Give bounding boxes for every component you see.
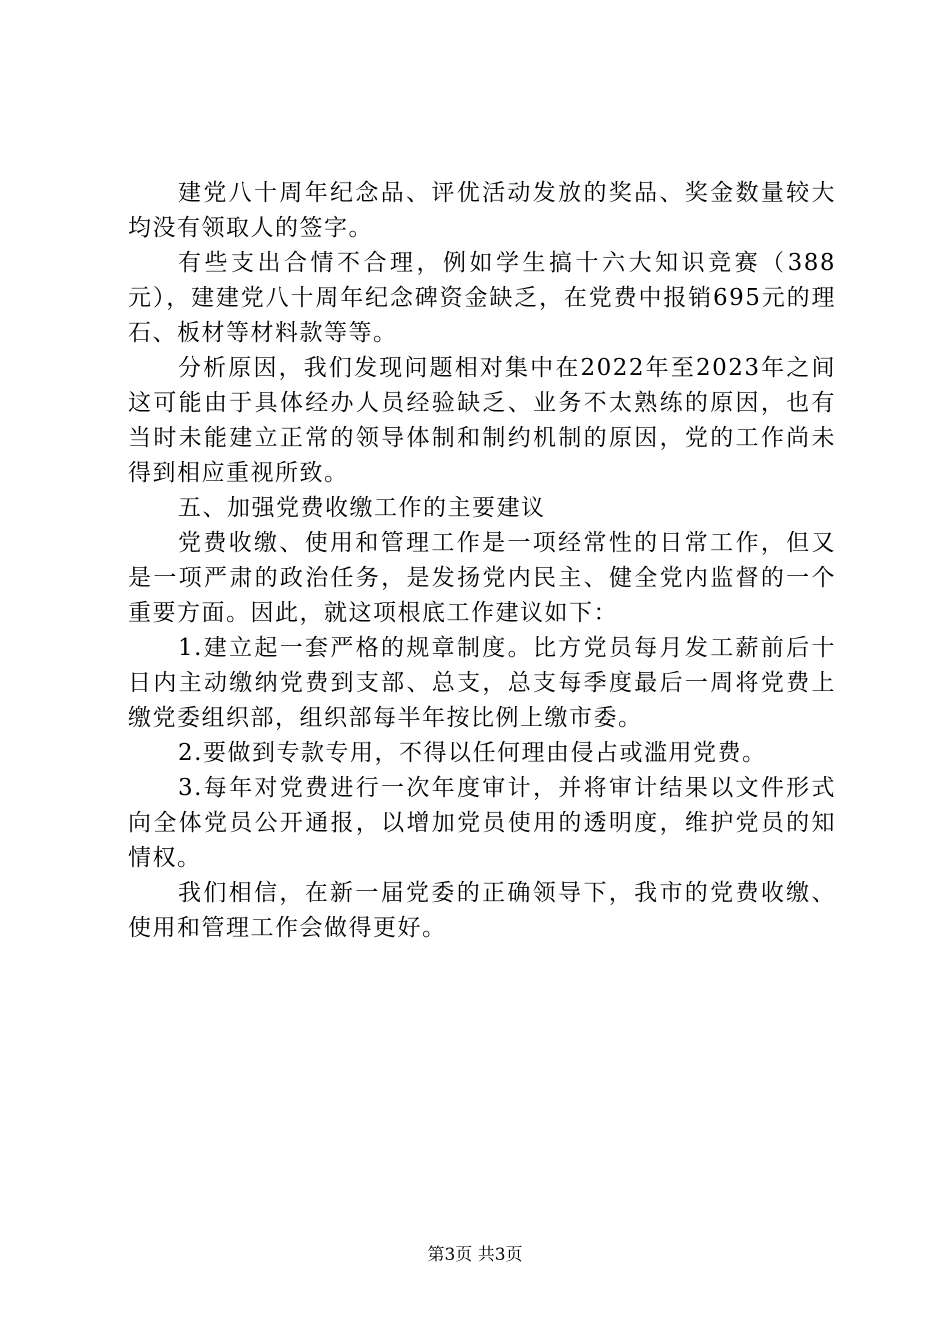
list-item-suggestion-1: 1.建立起一套严格的规章制度。比方党员每月发工薪前后十日内主动缴纳党费到支部、总支，总支每季度最后一周将党费上缴党委组织部，组织部每半年按比例上缴市委。 <box>128 635 836 731</box>
document-body <box>128 176 836 946</box>
paragraph-conclusion: 我们相信，在新一届党委的正确领导下，我市的党费收缴、使用和管理工作会做得更好。 <box>128 880 836 941</box>
list-item-suggestion-2: 2.要做到专款专用，不得以任何理由侵占或滥用党费。 <box>178 740 767 766</box>
list-item-suggestion-3: 3.每年对党费进行一次年度审计，并将审计结果以文件形式向全体党员公开通报，以增加党员使用的透明度，维护党员的知情权。 <box>128 775 836 871</box>
page-number-footer: 第3页 共3页 <box>427 1245 523 1265</box>
section-heading-suggestions: 五、加强党费收缴工作的主要建议 <box>178 495 546 521</box>
paragraph-cause-analysis: 分析原因，我们发现问题相对集中在2022年至2023年之间这可能由于具体经办人员经验缺乏、业务不太熟练的原因，也有当时未能建立正常的领导体制和制约机制的原因，党的工作尚未得到相应重视所致。 <box>128 355 836 486</box>
paragraph-signature-issue: 建党八十周年纪念品、评优活动发放的奖品、奖金数量较大均没有领取人的签字。 <box>128 180 836 241</box>
paragraph-unreasonable-spending: 有些支出合情不合理，例如学生搞十六大知识竞赛（388元），建建党八十周年纪念碑资金缺乏，在党费中报销695元的理石、板材等材料款等等。 <box>128 250 836 346</box>
paragraph-intro-suggestions: 党费收缴、使用和管理工作是一项经常性的日常工作，但又是一项严肃的政治任务，是发扬党内民主、健全党内监督的一个重要方面。因此，就这项根底工作建议如下： <box>128 530 836 626</box>
